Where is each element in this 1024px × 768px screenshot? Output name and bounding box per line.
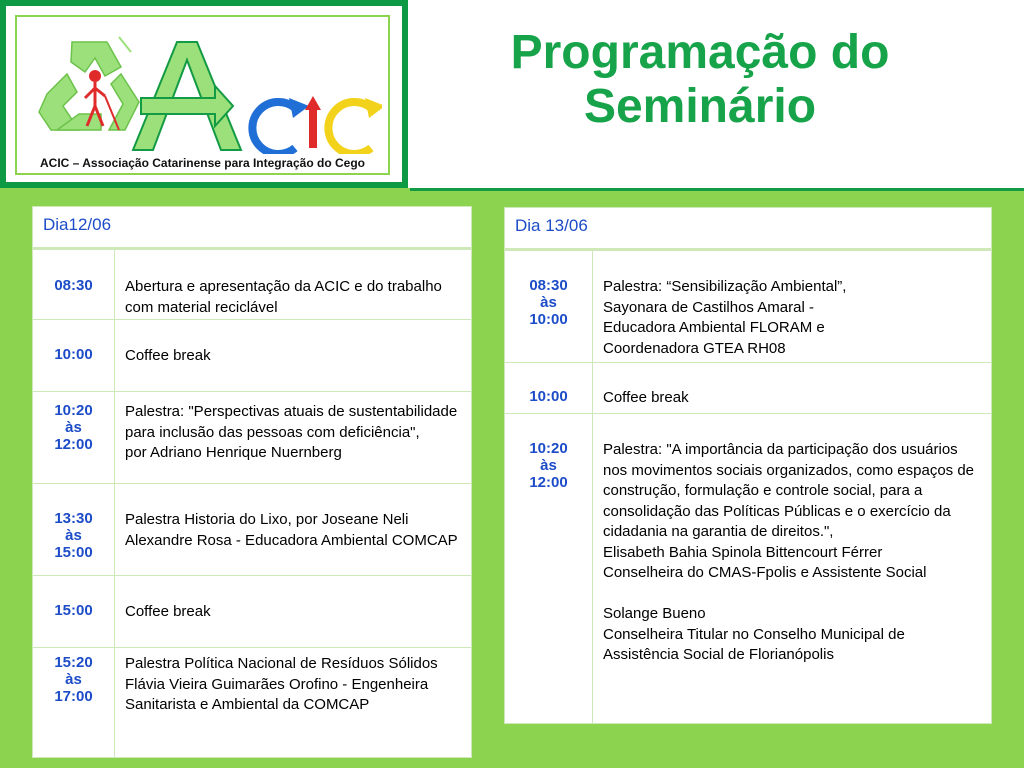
description-cell: Coffee break	[115, 576, 472, 648]
description-cell: Palestra: "Perspectivas atuais de sustentabilidade para inclusão das pessoas com deficiência", por Adriano Henrique Nuernberg	[115, 392, 472, 484]
acic-logo-graphic	[27, 22, 382, 154]
table-header-row	[505, 208, 992, 250]
table-row	[505, 250, 992, 363]
day-label: Dia 13/06	[505, 208, 992, 250]
description-cell: Abertura e apresentação da ACIC e do trabalho com material reciclável	[115, 249, 472, 320]
time-cell: 08:30 às 10:00	[505, 250, 593, 363]
description-cell: Palestra Política Nacional de Resíduos Sólidos Flávia Vieira Guimarães Orofino - Engenheira Sanitarista e Ambiental da COMCAP	[115, 648, 472, 758]
day-label: Dia12/06	[33, 207, 472, 249]
panel-top-border	[410, 188, 1024, 191]
description-cell: Palestra: “Sensibilização Ambiental”, Sayonara de Castilhos Amaral - Educadora Ambiental FLORAM e Coordenadora GTEA RH08	[593, 250, 992, 363]
letter-c-blue-icon	[252, 98, 309, 154]
time-cell: 10:00	[33, 320, 115, 392]
page-title-line-1: Programação do	[510, 26, 890, 79]
time-cell: 15:00	[33, 576, 115, 648]
schedule-table-day1	[32, 206, 472, 758]
acic-logo	[15, 15, 390, 175]
letter-c-yellow-icon	[328, 98, 382, 154]
table-row	[33, 249, 472, 320]
page-title-line-2: Seminário	[583, 80, 817, 133]
time-cell: 10:20 às 12:00	[33, 392, 115, 484]
description-cell: Coffee break	[593, 363, 992, 414]
table-row	[505, 363, 992, 414]
table-row	[33, 648, 472, 758]
letter-i-red-icon	[305, 96, 321, 148]
description-cell: Palestra Historia do Lixo, por Joseane Neli Alexandre Rosa - Educadora Ambiental COMCAP	[115, 484, 472, 576]
time-cell: 10:00	[505, 363, 593, 414]
schedule-table-day2	[504, 207, 992, 724]
time-cell: 15:20 às 17:00	[33, 648, 115, 758]
letter-a-icon	[133, 42, 241, 150]
table-row	[33, 576, 472, 648]
table-row	[33, 484, 472, 576]
description-cell: Coffee break	[115, 320, 472, 392]
recycle-icon	[39, 37, 139, 130]
table-row	[505, 414, 992, 724]
acic-logo-frame	[0, 0, 408, 188]
table-header-row	[33, 207, 472, 249]
page-title	[430, 26, 970, 134]
time-cell: 10:20 às 12:00	[505, 414, 593, 724]
logo-caption: ACIC – Associação Catarinense para Integração do Cego	[40, 156, 365, 170]
table-row	[33, 392, 472, 484]
time-cell: 08:30	[33, 249, 115, 320]
time-cell: 13:30 às 15:00	[33, 484, 115, 576]
table-row	[33, 320, 472, 392]
description-cell: Palestra: "A importância da participação dos usuários nos movimentos sociais organizados, como espaços de construção, formulação e controle social, para a consolidação das Políticas Públicas e o exercício da cidadania na garantia de direitos.", Elisabeth Bahia Spinola Bittencourt Férrer Conselheira do CMAS-Fpolis e Assistente Social Solange Bueno Conselheira Titular no Conselho Municipal de Assistência Social de Florianópolis	[593, 414, 992, 724]
